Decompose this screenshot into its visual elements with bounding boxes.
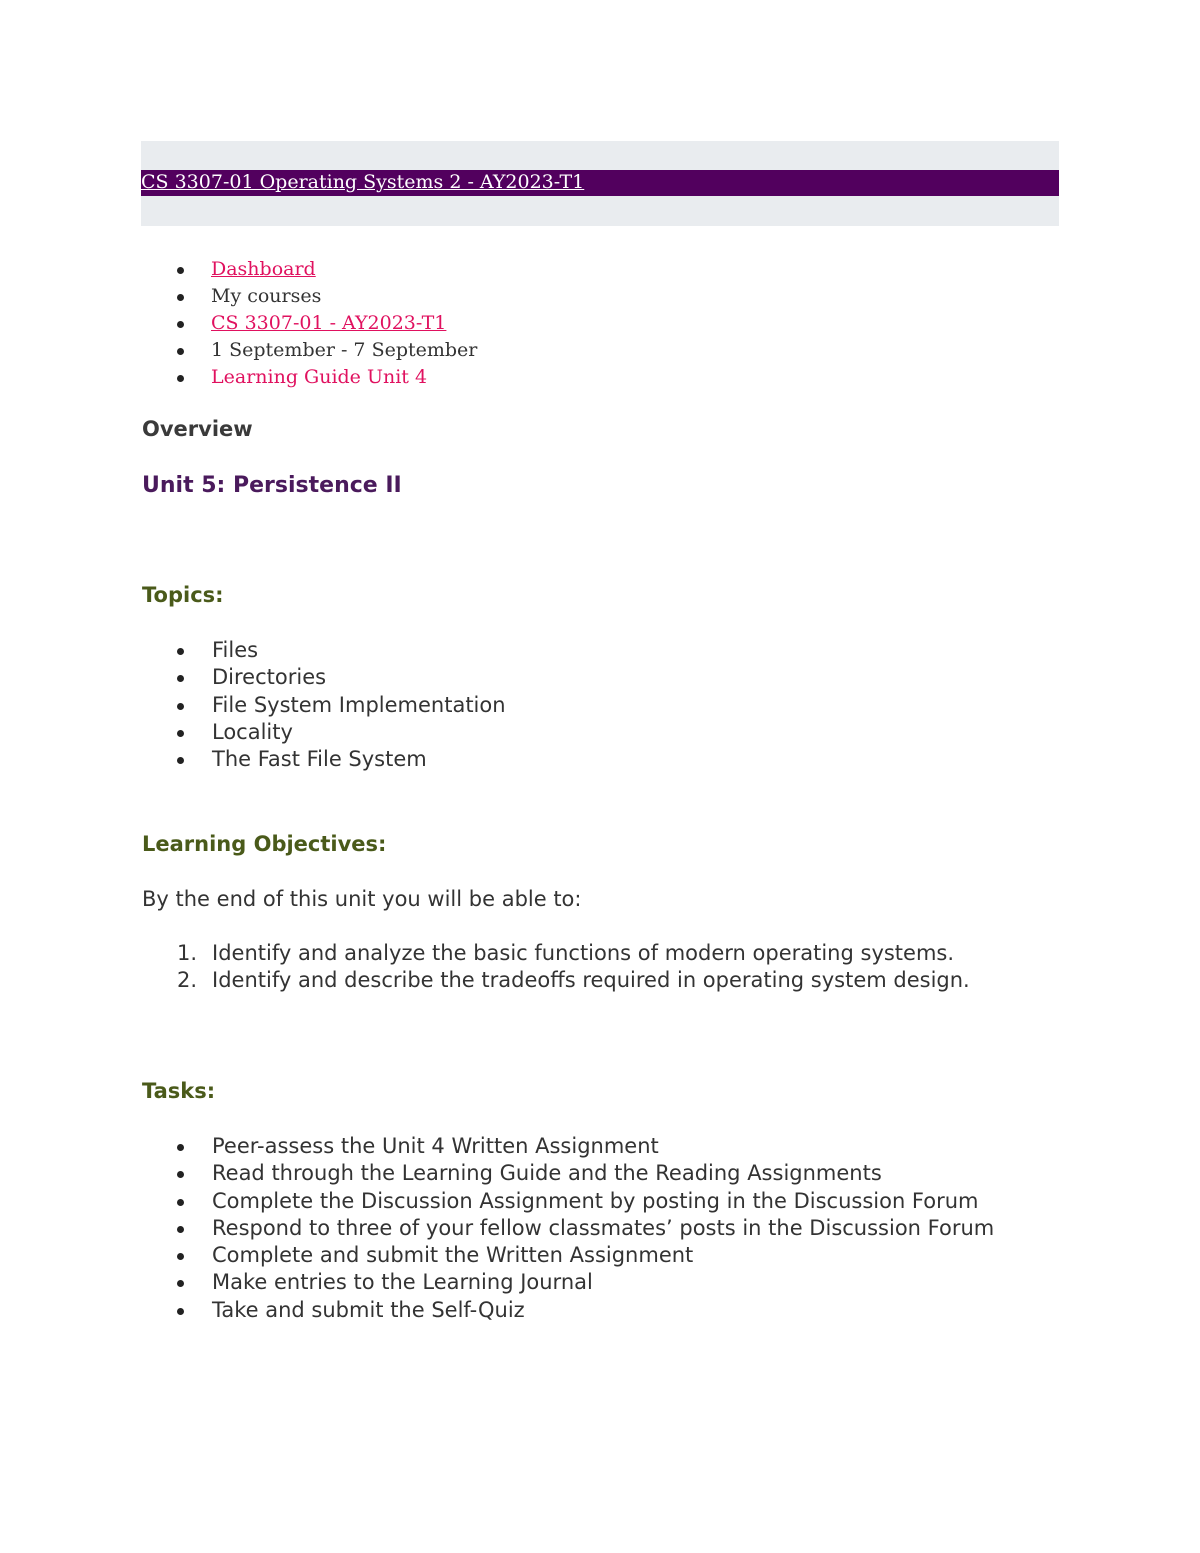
list-item: Locality	[141, 719, 1021, 746]
list-item: Take and submit the Self-Quiz	[141, 1297, 1021, 1324]
breadcrumb-link[interactable]: Dashboard	[211, 258, 316, 280]
breadcrumb	[141, 256, 477, 391]
breadcrumb-link[interactable]: Learning Guide Unit 4	[211, 366, 428, 388]
list-item: File System Implementation	[141, 692, 1021, 719]
breadcrumb-text: My courses	[211, 285, 322, 307]
objectives-heading: Learning Objectives:	[142, 832, 387, 856]
list-item-text: Identify and describe the tradeoffs required in operating system design.	[212, 968, 970, 993]
breadcrumb-item-my-courses	[141, 283, 477, 310]
objectives-list	[141, 940, 1021, 995]
topics-list	[141, 637, 1021, 773]
list-item: Complete the Discussion Assignment by posting in the Discussion Forum	[141, 1188, 992, 1215]
tasks-list	[141, 1133, 1021, 1324]
list-item: Respond to three of your fellow classmates’ posts in the Discussion Forum	[141, 1215, 1022, 1242]
list-item: 2. Identify and describe the tradeoffs required in operating system design.	[177, 968, 970, 993]
tasks-heading: Tasks:	[142, 1079, 216, 1103]
list-item: 1. Identify and analyze the basic functions of modern operating systems.	[177, 941, 955, 965]
course-title-link[interactable]: CS 3307-01 Operating Systems 2 - AY2023-T1	[141, 171, 585, 193]
list-item: The Fast File System	[141, 746, 1021, 773]
list-item: Directories	[141, 664, 1021, 691]
unit-title: Unit 5: Persistence II	[142, 473, 402, 498]
overview-heading: Overview	[142, 417, 253, 441]
breadcrumb-text: 1 September - 7 September	[211, 339, 478, 361]
breadcrumb-item-course[interactable]	[141, 310, 477, 337]
objectives-intro: By the end of this unit you will be able to:	[142, 887, 582, 911]
course-header-bar	[141, 170, 1059, 196]
topics-heading: Topics:	[142, 583, 224, 607]
list-item: Peer-assess the Unit 4 Written Assignment	[141, 1133, 1021, 1160]
breadcrumb-link[interactable]: CS 3307-01 - AY2023-T1	[211, 312, 447, 334]
list-item: Files	[141, 637, 1021, 664]
breadcrumb-item-learning-guide[interactable]	[141, 364, 477, 391]
course-header-band	[141, 141, 1059, 226]
breadcrumb-item-week	[141, 337, 477, 364]
list-item-text: Identify and analyze the basic functions of modern operating systems.	[212, 941, 955, 965]
list-item: Complete and submit the Written Assignment	[141, 1242, 1021, 1269]
list-item: Read through the Learning Guide and the Reading Assignments	[141, 1160, 1021, 1187]
list-item: Make entries to the Learning Journal	[141, 1269, 1021, 1296]
breadcrumb-item-dashboard[interactable]	[141, 256, 477, 283]
